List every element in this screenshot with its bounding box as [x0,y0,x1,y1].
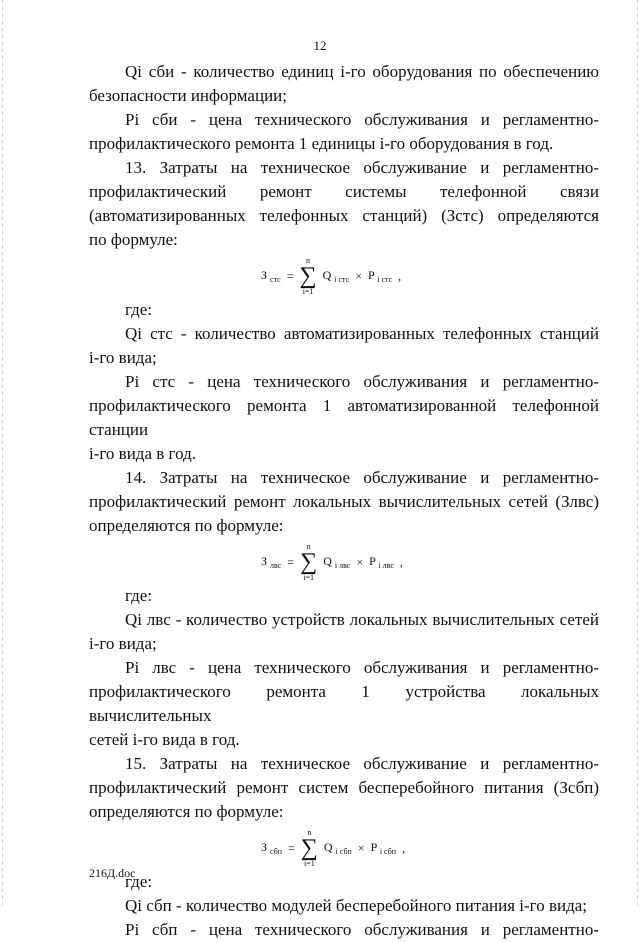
formula-lhs: З [261,554,268,568]
formula-zsbp [89,824,599,870]
formula-q: Q [323,554,332,568]
scan-edge-left [2,0,3,905]
sum-lower: i=1 [302,287,314,296]
text-line: по формуле: [89,230,178,249]
text-line: Pi лвс - цена технического обслуживания и регламентно- [125,658,599,677]
formula-p-sub: i лвс [378,561,394,570]
formula-eq: = [288,841,295,855]
text-line: определяются по формуле: [89,802,284,821]
formula-p: P [367,268,375,282]
text-line: определяются по формуле: [89,516,284,535]
text-line: профилактический ремонт систем бесперебойного питания (Зсбп) [89,778,599,797]
sum-sign: n ∑ i=1 [300,828,318,868]
text-line: (автоматизированных телефонных станций) (Зстс) определяются [89,206,599,225]
text-line: сетей i-го вида в год. [89,730,240,749]
text-line: Pi стс - цена технического обслуживания и регламентно- [125,372,599,391]
formula-lhs: З [261,840,268,854]
sum-upper: n [306,542,311,551]
text-line: где: [125,872,153,891]
sum-sign: n ∑ i=1 [299,256,317,296]
sum-upper: n [307,828,312,837]
formula-times: × [357,841,365,855]
formula-q: Q [322,268,332,282]
formula-lhs-sub: сбп [270,847,283,856]
text-line: Qi сби - количество единиц i-го оборудования по обеспечению [125,62,599,81]
formula-times: × [355,269,362,283]
formula-q-sub: i лвс [334,561,351,570]
formula-p-sub: i сбп [379,847,397,856]
sum-upper: n [306,256,311,265]
text-line: где: [125,586,153,605]
formula-lhs: З [261,268,268,282]
formula-q-sub: i сбп [335,847,352,856]
formula-end: , [398,269,402,283]
formula-ztc [89,252,599,298]
formula-eq: = [286,269,294,283]
formula-q: Q [323,840,333,854]
formula-lhs-sub: лвс [270,561,282,570]
formula-eq: = [287,555,295,569]
formula-p-sub: i стс [377,275,393,284]
formula-times: × [356,555,364,569]
text-line: безопасности информации; [89,86,287,105]
text-line: 13. Затраты на техническое обслуживание и регламентно- [125,158,599,177]
formula-p: P [369,554,376,568]
text-line: где: [125,300,153,319]
sum-sign: n ∑ i=1 [300,542,318,582]
text-line: Qi сбп - количество модулей бесперебойного питания i-го вида; [125,896,588,915]
formula-p: P [370,840,377,854]
text-line: i-го вида в год. [89,444,196,463]
formula-end: , [402,841,406,855]
text-line: Qi стс - количество автоматизированных телефонных станций [125,324,599,343]
text-line: Pi сби - цена технического обслуживания и регламентно- [125,110,599,129]
formula-zlvs [89,538,599,584]
text-line: профилактического ремонта 1 автоматизированной телефонной станции [89,396,599,439]
formula-end: , [399,555,403,569]
text-line: профилактического ремонта 1 устройства локальных вычислительных [89,682,599,725]
text-line: профилактический ремонт системы телефонной связи [89,182,599,201]
sum-lower: i=1 [303,573,314,582]
page-number: 12 [313,38,327,53]
scan-edge-right [637,0,638,905]
text-line: профилактического ремонта 1 единицы i-го оборудования в год. [89,134,554,153]
text-line: 14. Затраты на техническое обслуживание и регламентно- [125,468,599,487]
sum-lower: i=1 [303,859,315,868]
text-line: Qi лвс - количество устройств локальных вычислительных сетей [125,610,599,629]
text-line: профилактический ремонт локальных вычислительных сетей (Злвс) [89,492,599,511]
footer-filename: 216Д.doc [89,866,136,880]
document-body [89,60,599,942]
text-line: i-го вида; [89,348,157,367]
formula-lhs-sub: стс [270,275,281,284]
text-line: 15. Затраты на техническое обслуживание и регламентно- [125,754,599,773]
formula-q-sub: i стс [334,275,350,284]
text-line: i-го вида; [89,634,157,653]
text-line: Pi сбп - цена технического обслуживания и регламентно- [125,920,599,939]
